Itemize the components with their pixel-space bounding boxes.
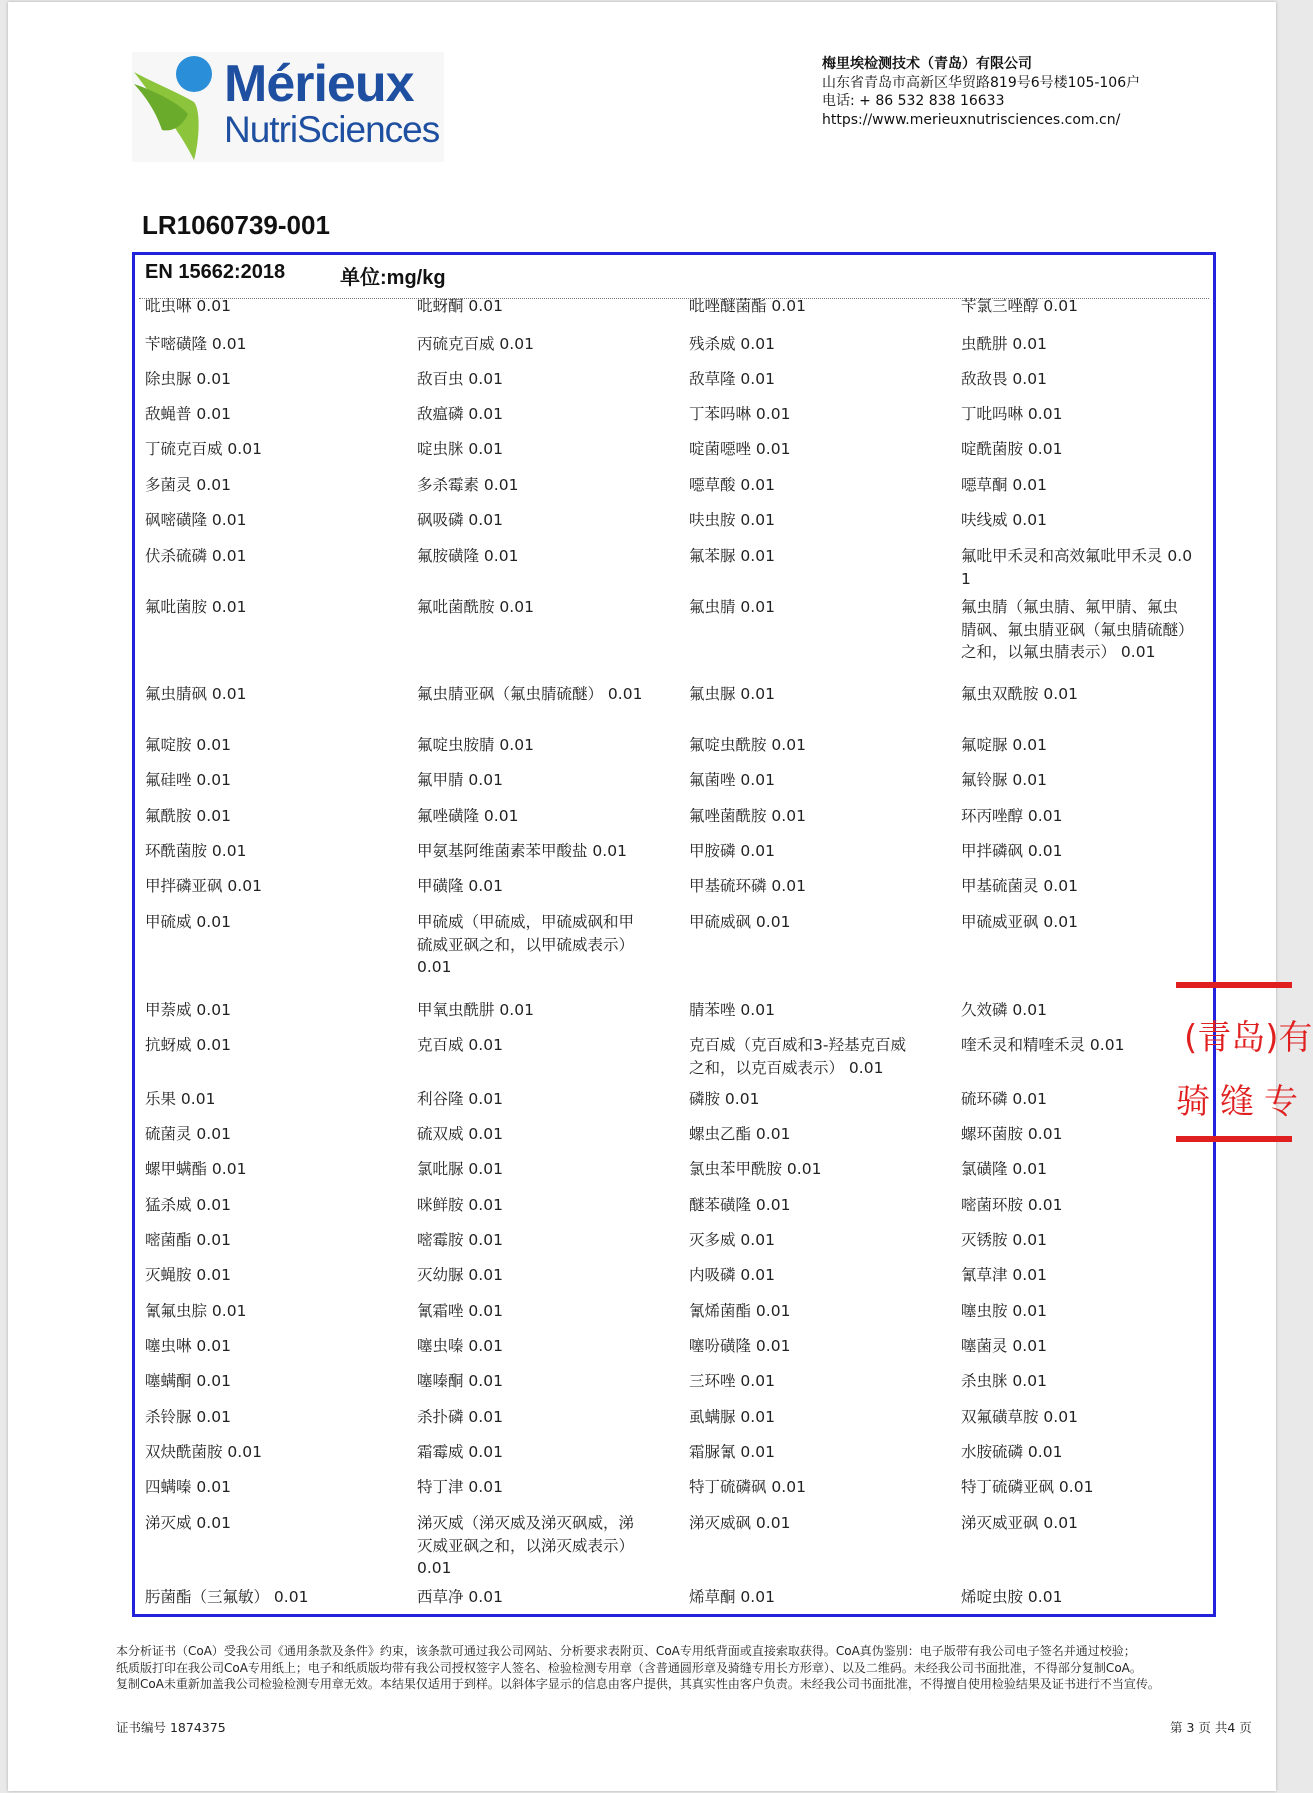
logo-text-merieux: Mérieux: [224, 55, 414, 113]
result-cell: 灭锈胺 0.01: [961, 1231, 1047, 1249]
result-cell: 氟啶胺 0.01: [145, 736, 231, 754]
result-cell: 内吸磷 0.01: [689, 1266, 775, 1284]
unit-label: 单位:mg/kg: [340, 267, 446, 289]
result-cell: 氰霜唑 0.01: [417, 1302, 503, 1320]
result-cell: 水胺硫磷 0.01: [961, 1443, 1063, 1461]
result-cell: 甲氨基阿维菌素苯甲酸盐 0.01: [417, 842, 627, 860]
result-cell: 多杀霉素 0.01: [417, 476, 519, 494]
result-cell: 氟虫腈（氟虫腈、氟甲腈、氟虫腈砜、氟虫腈亚砜（氟虫腈硫醚）之和，以氟虫腈表示） 0.01: [961, 598, 1186, 661]
result-cell: 杀铃脲 0.01: [145, 1408, 231, 1426]
result-cell: 三环唑 0.01: [689, 1372, 775, 1390]
leaf-icon: [132, 52, 232, 162]
result-cell: 硫环磷 0.01: [961, 1090, 1047, 1108]
result-cell: 丁吡吗啉 0.01: [961, 405, 1063, 423]
result-cell: 喹禾灵和精喹禾灵 0.01: [961, 1036, 1125, 1054]
result-cell: 甲拌磷亚砜 0.01: [145, 877, 262, 895]
result-cell: 氟虫双酰胺 0.01: [961, 685, 1078, 703]
result-cell: 猛杀威 0.01: [145, 1196, 231, 1214]
result-cell: 噻嗪酮 0.01: [417, 1372, 503, 1390]
result-cell: 霜脲氰 0.01: [689, 1443, 775, 1461]
result-cell: 氯吡脲 0.01: [417, 1160, 503, 1178]
result-cell: 西草净 0.01: [417, 1588, 503, 1606]
result-cell: 硫双威 0.01: [417, 1125, 503, 1143]
result-cell: 氯虫苯甲酰胺 0.01: [689, 1160, 822, 1178]
result-cell: 氰草津 0.01: [961, 1266, 1047, 1284]
result-cell: 呋线威 0.01: [961, 511, 1047, 529]
result-cell: 氟甲腈 0.01: [417, 771, 503, 789]
company-name: 梅里埃检测技术（青岛）有限公司: [822, 56, 1032, 72]
result-cell: 噻虫嗪 0.01: [417, 1337, 503, 1355]
result-cell: 噁草酸 0.01: [689, 476, 775, 494]
result-cell: 氟唑磺隆 0.01: [417, 807, 519, 825]
result-cell: 吡虫啉 0.01: [145, 297, 231, 315]
result-cell: 氟铃脲 0.01: [961, 771, 1047, 789]
result-cell: 醚苯磺隆 0.01: [689, 1196, 791, 1214]
result-cell: 虫酰肼 0.01: [961, 335, 1047, 353]
result-cell: 氟啶脲 0.01: [961, 736, 1047, 754]
result-cell: 敌草隆 0.01: [689, 370, 775, 388]
result-cell: 噻吩磺隆 0.01: [689, 1337, 791, 1355]
result-cell: 甲胺磷 0.01: [689, 842, 775, 860]
result-cell: 四螨嗪 0.01: [145, 1478, 231, 1496]
result-cell: 甲萘威 0.01: [145, 1001, 231, 1019]
result-cell: 螺甲螨酯 0.01: [145, 1160, 247, 1178]
result-cell: 敌蝇普 0.01: [145, 405, 231, 423]
result-cell: 特丁硫磷砜 0.01: [689, 1478, 806, 1496]
result-cell: 嘧菌环胺 0.01: [961, 1196, 1063, 1214]
company-info: [822, 55, 1140, 129]
result-cell: 嘧霉胺 0.01: [417, 1231, 503, 1249]
report-number: LR1060739-001: [142, 210, 330, 240]
result-cell: 甲硫威（甲硫威，甲硫威砜和甲硫威亚砜之和，以甲硫威表示） 0.01: [417, 913, 635, 976]
company-website[interactable]: https://www.merieuxnutrisciences.com.cn/: [822, 111, 1121, 128]
result-cell: 氟酰胺 0.01: [145, 807, 231, 825]
result-cell: 氰烯菌酯 0.01: [689, 1302, 791, 1320]
result-cell: 啶菌噁唑 0.01: [689, 440, 791, 458]
result-cell: 灭幼脲 0.01: [417, 1266, 503, 1284]
result-cell: 灭蝇胺 0.01: [145, 1266, 231, 1284]
result-cell: 螺环菌胺 0.01: [961, 1125, 1063, 1143]
results-table: [132, 252, 1216, 1617]
result-cell: 伏杀硫磷 0.01: [145, 547, 247, 565]
result-cell: 氟吡菌胺 0.01: [145, 598, 247, 616]
result-cell: 甲磺隆 0.01: [417, 877, 503, 895]
result-cell: 氟唑菌酰胺 0.01: [689, 807, 806, 825]
result-cell: 烯草酮 0.01: [689, 1588, 775, 1606]
result-cell: 丙硫克百威 0.01: [417, 335, 534, 353]
result-cell: 氟虫腈亚砜（氟虫腈硫醚） 0.01: [417, 685, 643, 703]
result-cell: 甲拌磷砜 0.01: [961, 842, 1063, 860]
result-cell: 腈苯唑 0.01: [689, 1001, 775, 1019]
result-cell: 氟啶虫酰胺 0.01: [689, 736, 806, 754]
result-cell: 久效磷 0.01: [961, 1001, 1047, 1019]
result-cell: 涕灭威亚砜 0.01: [961, 1514, 1078, 1532]
result-cell: 特丁津 0.01: [417, 1478, 503, 1496]
result-cell: 甲硫威 0.01: [145, 913, 231, 931]
result-cell: 霜霉威 0.01: [417, 1443, 503, 1461]
result-cell: 砜嘧磺隆 0.01: [145, 511, 247, 529]
result-cell: 噁草酮 0.01: [961, 476, 1047, 494]
result-cell: 甲氧虫酰肼 0.01: [417, 1001, 534, 1019]
result-cell: 螺虫乙酯 0.01: [689, 1125, 791, 1143]
result-cell: 双氟磺草胺 0.01: [961, 1408, 1078, 1426]
result-cell: 甲基硫菌灵 0.01: [961, 877, 1078, 895]
result-cell: 氟吡菌酰胺 0.01: [417, 598, 534, 616]
result-cell: 呋虫胺 0.01: [689, 511, 775, 529]
seal-stamp: [1176, 982, 1313, 1142]
result-cell: 苄嘧磺隆 0.01: [145, 335, 247, 353]
result-cell: 除虫脲 0.01: [145, 370, 231, 388]
stamp-text-line1: (青岛)有: [1184, 1018, 1313, 1058]
result-cell: 磷胺 0.01: [689, 1090, 760, 1108]
result-cell: 丁硫克百威 0.01: [145, 440, 262, 458]
report-page: [8, 2, 1313, 1791]
result-cell: 多菌灵 0.01: [145, 476, 231, 494]
result-cell: 啶酰菌胺 0.01: [961, 440, 1063, 458]
result-cell: 特丁硫磷亚砜 0.01: [961, 1478, 1094, 1496]
page-number: 第 3 页 共4 页: [1170, 1720, 1252, 1735]
result-cell: 涕灭威 0.01: [145, 1514, 231, 1532]
result-cell: 涕灭威（涕灭威及涕灭砜威，涕灭威亚砜之和，以涕灭威表示） 0.01: [417, 1514, 635, 1577]
result-cell: 硫菌灵 0.01: [145, 1125, 231, 1143]
result-cell: 氟菌唑 0.01: [689, 771, 775, 789]
result-cell: 涕灭威砜 0.01: [689, 1514, 791, 1532]
result-cell: 敌瘟磷 0.01: [417, 405, 503, 423]
method-standard: EN 15662:2018: [145, 261, 286, 283]
result-cell: 丁苯吗啉 0.01: [689, 405, 791, 423]
result-cell: 氟虫脲 0.01: [689, 685, 775, 703]
result-cell: 甲基硫环磷 0.01: [689, 877, 806, 895]
result-cell: 甲硫威砜 0.01: [689, 913, 791, 931]
result-cell: 克百威（克百威和3-羟基克百威之和，以克百威表示） 0.01: [689, 1036, 906, 1077]
result-cell: 肟菌酯（三氟敏） 0.01: [145, 1588, 309, 1606]
company-address: 山东省青岛市高新区华贸路819号6号楼105-106户: [822, 74, 1141, 91]
result-cell: 嘧菌酯 0.01: [145, 1231, 231, 1249]
result-cell: 杀虫脒 0.01: [961, 1372, 1047, 1390]
result-cell: 敌敌畏 0.01: [961, 370, 1047, 388]
result-cell: 环酰菌胺 0.01: [145, 842, 247, 860]
result-cell: 甲硫威亚砜 0.01: [961, 913, 1078, 931]
result-cell: 杀扑磷 0.01: [417, 1408, 503, 1426]
result-cell: 氟虫腈 0.01: [689, 598, 775, 616]
merieux-logo: [132, 52, 444, 162]
result-cell: 氟虫腈砜 0.01: [145, 685, 247, 703]
disclaimer: [116, 1643, 1236, 1693]
result-cell: 啶虫脒 0.01: [417, 440, 503, 458]
result-cell: 苄氯三唑醇 0.01: [961, 297, 1078, 315]
result-cell: 残杀威 0.01: [689, 335, 775, 353]
result-cell: 敌百虫 0.01: [417, 370, 503, 388]
result-cell: 砜吸磷 0.01: [417, 511, 503, 529]
disclaimer-line: 本分析证书（CoA）受我公司《通用条款及条件》约束，该条款可通过我公司网站、分析要求表附页、CoA专用纸背面或直接索取获得。CoA真伪鉴别：电子版带有我公司电子签名并通过校验；: [116, 1644, 1136, 1658]
result-cell: 噻虫啉 0.01: [145, 1337, 231, 1355]
result-cell: 双炔酰菌胺 0.01: [145, 1443, 262, 1461]
result-cell: 烯啶虫胺 0.01: [961, 1588, 1063, 1606]
stamp-border-bottom: [1176, 1136, 1292, 1142]
result-cell: 虱螨脲 0.01: [689, 1408, 775, 1426]
result-cell: 吡唑醚菌酯 0.01: [689, 297, 806, 315]
disclaimer-line: 复制CoA未重新加盖我公司检验检测专用章无效。本结果仅适用于到样。以斜体字显示的信息由客户提供，其真实性由客户负责。未经我公司书面批准，不得擅自使用检验结果及证书进行不当宣传。: [116, 1677, 1160, 1691]
result-cell: 噻螨酮 0.01: [145, 1372, 231, 1390]
result-cell: 氟硅唑 0.01: [145, 771, 231, 789]
result-cell: 氟苯脲 0.01: [689, 547, 775, 565]
result-cell: 抗蚜威 0.01: [145, 1036, 231, 1054]
stamp-border-top: [1176, 982, 1292, 988]
result-cell: 吡蚜酮 0.01: [417, 297, 503, 315]
result-cell: 克百威 0.01: [417, 1036, 503, 1054]
result-cell: 氟胺磺隆 0.01: [417, 547, 519, 565]
result-cell: 环丙唑醇 0.01: [961, 807, 1063, 825]
disclaimer-line: 纸质版打印在我公司CoA专用纸上；电子和纸质版均带有我公司授权签字人签名、检验检测专用章（含普通圆形章及骑缝专用长方形章）、以及二维码。未经我公司书面批准，不得部分复制CoA。: [116, 1660, 1142, 1675]
result-cell: 氰氟虫腙 0.01: [145, 1302, 247, 1320]
result-cell: 氯磺隆 0.01: [961, 1160, 1047, 1178]
stamp-text-line2: 骑缝专: [1176, 1082, 1308, 1122]
result-cell: 噻虫胺 0.01: [961, 1302, 1047, 1320]
result-cell: 氟啶虫胺腈 0.01: [417, 736, 534, 754]
result-cell: 乐果 0.01: [145, 1090, 216, 1108]
result-cell: 噻菌灵 0.01: [961, 1337, 1047, 1355]
result-cell: 灭多威 0.01: [689, 1231, 775, 1249]
result-cell: 氟吡甲禾灵和高效氟吡甲禾灵 0.01: [961, 547, 1193, 588]
company-phone: 电话: + 86 532 838 16633: [822, 93, 1005, 109]
result-cell: 咪鲜胺 0.01: [417, 1196, 503, 1214]
logo-text-nutrisciences: NutriSciences: [224, 109, 440, 150]
certificate-number: 证书编号 1874375: [116, 1720, 226, 1735]
result-cell: 利谷隆 0.01: [417, 1090, 503, 1108]
